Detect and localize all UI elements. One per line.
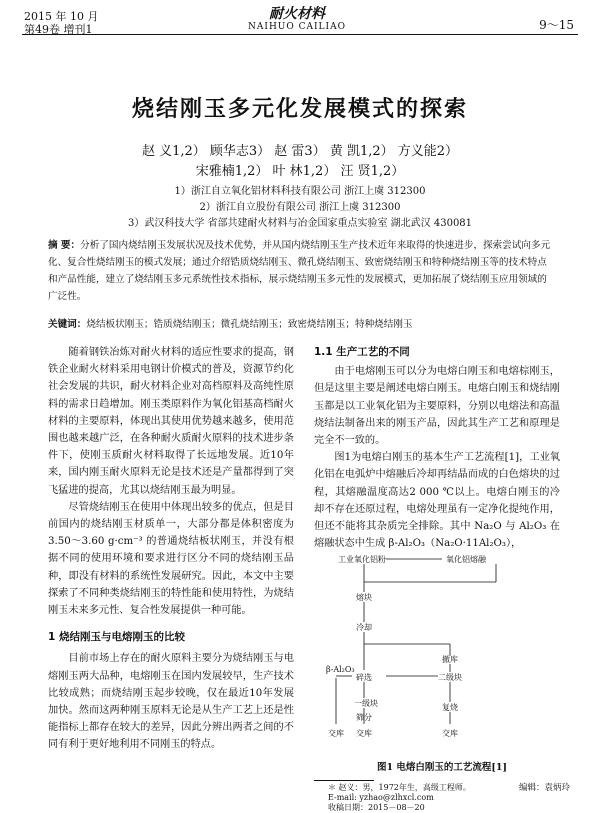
node-crush-sort: 碎选 — [356, 673, 372, 682]
node-storage-3: 交库 — [442, 729, 458, 738]
node-beta-alumina: β-Al₂O₃ — [326, 665, 355, 674]
issue-date: 2015 年 10 月 — [24, 10, 99, 23]
intro-paragraph-2: 尽管烧结刚玉在使用中体现出较多的优点，但是目前国内的烧结刚玉材质单一，大部分都是体积密度为 3.50～3.60 g·cm⁻³ 的普通烧结板状刚玉，并没有根据不同的使用环境和要求进行区分不同的烧结刚玉品种，即没有材料的系统性发展研究。因此，本文中主要探索了不同种类烧结刚玉的特性能和使用特性，为烧结刚玉未来多元性、复合性发展提供一种可能。 — [48, 501, 294, 617]
author-line-2: 宋雅楠1,2） 叶 林1,2） 汪 贤1,2） — [195, 164, 405, 179]
node-sieve: 筛分 — [356, 713, 372, 722]
node-storage-2: 交库 — [356, 729, 372, 738]
process-flow-diagram — [326, 552, 558, 762]
abstract-label: 摘 要： — [48, 240, 81, 251]
section-1-paragraph: 目前市场上存在的耐火原料主要分为烧结刚玉与电熔刚玉两大品种，电熔刚玉在国内发展较早，生产技术比较成熟；而烧结刚玉起步较晚，仅在最近10年发展加快。然而这两种刚玉原料无论是从生产工艺上还是性能指标上都存在较大的差异，因此分辨出两者之间的不同有利于更好地利用不同刚玉的特点。 — [48, 653, 294, 751]
affiliation-1: 1）浙江自立氧化铝材料科技有限公司 浙江上虞 312300 — [174, 186, 426, 197]
node-refire: 复烧 — [442, 703, 458, 712]
issue-info — [24, 10, 98, 36]
journal-name-cn: 耐火材料 — [269, 6, 325, 22]
node-cooling: 冷却 — [356, 623, 372, 632]
footnote-email: E-mail: yzhao@zlhxcl.com — [328, 793, 434, 802]
journal-logo — [232, 8, 362, 34]
page-range: 9～15 — [539, 18, 574, 32]
journal-name-en: NAIHUO CAILIAO — [248, 22, 346, 32]
node-alumina-melting: 氧化铝熔融 — [446, 555, 486, 564]
node-grade-2: 二级块 — [438, 673, 462, 682]
intro-paragraph-1: 随着钢铁冶炼对耐火材料的适应性要求的提高，钢铁企业耐火材料采用电钢计价模式的普及，资源节约化社会发展的共识，耐火材料企业对高档原料及高纯性原料的需求日趋增加。刚玉类原料作为氧化铝基高档耐火材料的主要原料，体现出其使用优势越来越多，使用范围也越来越广泛，在各种耐火质耐火原料的技术进步条件下，使刚玉质耐火材料取得了长远地发展。近10年来，国内刚玉耐火原料无论是技术还是产量都得到了突飞猛进的提高，尤其以烧结刚玉最为明显。 — [48, 347, 294, 496]
author-line-1: 赵 义1,2） 顾华志3） 赵 雷3） 黄 凯1,2） 方义能2） — [141, 144, 459, 159]
affiliation-3: 3）武汉科技大学 省部共建耐火材料与冶金国家重点实验室 湖北武汉 430081 — [127, 218, 473, 229]
editor-credit: 编辑：袁炳玲 — [518, 783, 570, 793]
process-paragraph-2: 图1为电熔白刚玉的基本生产工艺流程[1]，工业氧化铝在电弧炉中熔融后冷却再结晶而成的白色熔块的过程，其熔融温度高达2 000 ℃以上。电熔白刚玉的冷却不存在还原过程，电熔处理虽有一定净化提纯作用，但还不能将其杂质完全排除。其中 Na₂O 与 Al₂O₃ 在熔融状态中生成 β-Al₂O₃（Na₂O·11Al₂O₃）， — [314, 452, 560, 550]
process-paragraph-1: 由于电熔刚玉可以分为电熔白刚玉和电熔棕刚玉，但是这里主要是阐述电熔白刚玉。电熔白刚玉和烧结刚玉都是以工业氧化铝为主要原料，分别以电熔法和高温烧结法制备出来的刚玉产品，因此其生产工艺和原理是完全不一致的。 — [314, 366, 560, 447]
section-1-heading: 1 烧结刚玉与电熔刚玉的比较 — [48, 631, 185, 644]
keywords-text: 烧结板状刚玉；锆质烧结刚玉；微孔烧结刚玉；致密烧结刚玉；特种烧结刚玉 — [86, 319, 413, 330]
node-storage-1: 交库 — [328, 729, 344, 738]
paper-title: 烧结刚玉多元化发展模式的探索 — [131, 97, 468, 122]
node-grade-1: 一级块 — [354, 699, 378, 708]
keywords-label: 关键词： — [48, 319, 87, 330]
issue-volume: 第49卷 增刊1 — [24, 23, 93, 36]
header-divider — [22, 34, 578, 35]
node-discard: 撤库 — [442, 655, 458, 664]
footnote-divider — [314, 780, 374, 781]
node-melt-block: 熔块 — [356, 593, 372, 602]
author-footnote — [328, 783, 471, 813]
footnote-received-date: 收稿日期：2015－08－20 — [328, 803, 425, 812]
keywords — [48, 316, 554, 330]
figure-1-caption: 图1 电熔白刚玉的工艺流程[1] — [376, 762, 508, 773]
node-industrial-alumina: 工业氧化铝粉 — [338, 555, 386, 564]
right-column — [314, 344, 560, 552]
affiliation-2: 2）浙江自立股份有限公司 浙江上虞 312300 — [199, 202, 401, 213]
abstract — [48, 237, 554, 305]
left-column — [48, 344, 294, 754]
section-1-1-heading: 1.1 生产工艺的不同 — [314, 346, 410, 358]
footnote-author: ＊ 赵义：男，1972年生，高级工程师。 — [328, 783, 471, 792]
abstract-text: 分析了国内烧结刚玉发展状况及技术优势，并从国内烧结刚玉生产技术近年来取得的快速进步，探索尝试向多元化、复合性烧结刚玉的模式发展；通过介绍锆质烧结刚玉、微孔烧结刚玉、致密烧结刚玉和特种烧结刚玉等的技术特点和产品性能，建立了烧结刚玉多元系统性技术指标，展示烧结刚玉多元性的发展模式，更加拓展了烧结刚玉应用领域的广泛性。 — [48, 240, 551, 302]
